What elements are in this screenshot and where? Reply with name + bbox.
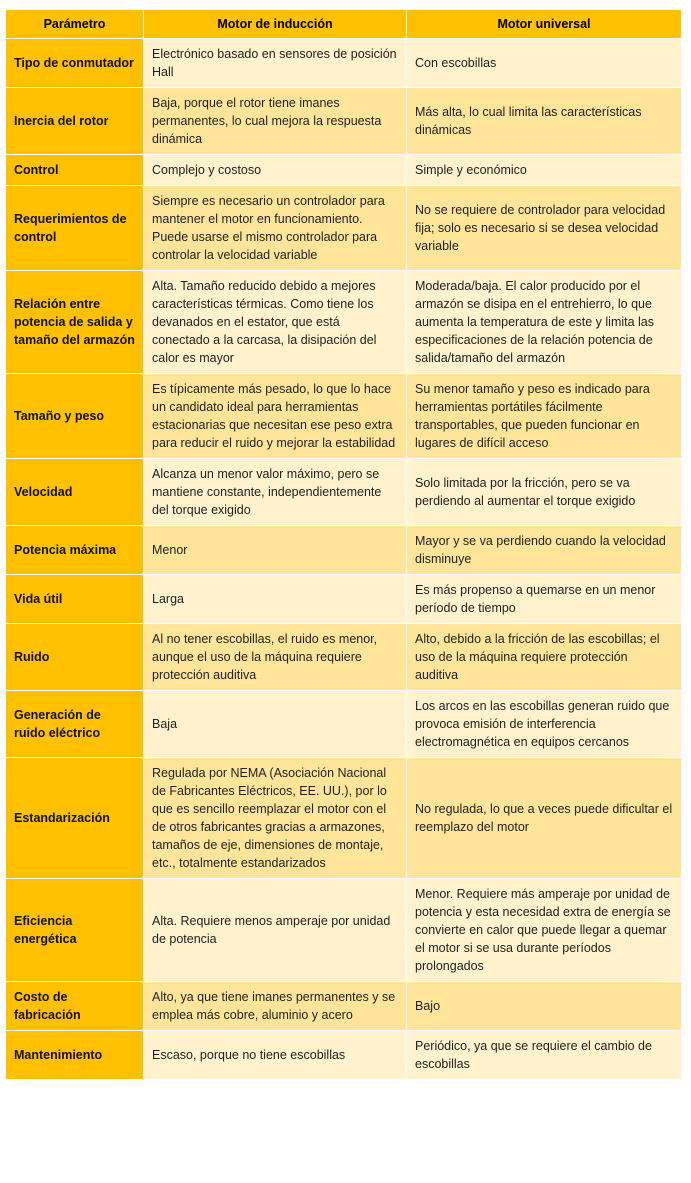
parameter-cell: Estandarización [6, 758, 143, 878]
table-row [6, 982, 681, 1030]
induction-cell: Alcanza un menor valor máximo, pero se mantiene constante, independientemente del torque exigido [144, 459, 406, 525]
header-parameter: Parámetro [6, 10, 143, 38]
universal-cell: Mayor y se va perdiendo cuando la velocidad disminuye [407, 526, 681, 574]
induction-cell: Al no tener escobillas, el ruido es menor, aunque el uso de la máquina requiere protección auditiva [144, 624, 406, 690]
universal-cell: Periódico, ya que se requiere el cambio de escobillas [407, 1031, 681, 1079]
parameter-cell: Mantenimiento [6, 1031, 143, 1079]
induction-cell: Baja [144, 691, 406, 757]
header-induction-motor: Motor de inducción [144, 10, 406, 38]
parameter-cell: Eficiencia energética [6, 879, 143, 981]
universal-cell: Moderada/baja. El calor producido por el armazón se disipa en el entrehierro, lo que aumenta la temperatura de este y limita las especificaciones de la relación potencia de salida/tamaño del armazón [407, 271, 681, 373]
parameter-cell: Tamaño y peso [6, 374, 143, 458]
universal-cell: No regulada, lo que a veces puede dificultar el reemplazo del motor [407, 758, 681, 878]
header-universal-motor: Motor universal [407, 10, 681, 38]
header-row [6, 10, 681, 38]
induction-cell: Siempre es necesario un controlador para mantener el motor en funcionamiento. Puede usarse el mismo controlador para controlar la velocidad variable [144, 186, 406, 270]
universal-cell: Bajo [407, 982, 681, 1030]
induction-cell: Es típicamente más pesado, lo que lo hace un candidato ideal para herramientas estacionarias que necesitan ese peso extra para reducir el ruido y mejorar la estabilidad [144, 374, 406, 458]
table-row [6, 526, 681, 574]
parameter-cell: Velocidad [6, 459, 143, 525]
parameter-cell: Potencia máxima [6, 526, 143, 574]
induction-cell: Larga [144, 575, 406, 623]
universal-cell: Alto, debido a la fricción de las escobillas; el uso de la máquina requiere protección auditiva [407, 624, 681, 690]
universal-cell: Solo limitada por la fricción, pero se va perdiendo al aumentar el torque exigido [407, 459, 681, 525]
parameter-cell: Tipo de conmutador [6, 39, 143, 87]
table-row [6, 186, 681, 270]
parameter-cell: Inercia del rotor [6, 88, 143, 154]
parameter-cell: Requerimientos de control [6, 186, 143, 270]
induction-cell: Escaso, porque no tiene escobillas [144, 1031, 406, 1079]
induction-cell: Menor [144, 526, 406, 574]
parameter-cell: Generación de ruido eléctrico [6, 691, 143, 757]
table-row [6, 1031, 681, 1079]
induction-cell: Alto, ya que tiene imanes permanentes y se emplea más cobre, aluminio y acero [144, 982, 406, 1030]
table-row [6, 39, 681, 87]
table-row [6, 879, 681, 981]
table-row [6, 374, 681, 458]
table-row [6, 459, 681, 525]
table-row [6, 691, 681, 757]
induction-cell: Baja, porque el rotor tiene imanes permanentes, lo cual mejora la respuesta dinámica [144, 88, 406, 154]
induction-cell: Alta. Tamaño reducido debido a mejores características térmicas. Como tiene los devanados en el estator, que está conectado a la carcasa, la disipación del calor es mayor [144, 271, 406, 373]
comparison-table [5, 9, 682, 1080]
parameter-cell: Ruido [6, 624, 143, 690]
induction-cell: Complejo y costoso [144, 155, 406, 185]
universal-cell: Su menor tamaño y peso es indicado para herramientas portátiles fácilmente transportables, que pueden funcionar en lugares de difícil acceso [407, 374, 681, 458]
table-row [6, 575, 681, 623]
table-row [6, 271, 681, 373]
induction-cell: Electrónico basado en sensores de posición Hall [144, 39, 406, 87]
universal-cell: Es más propenso a quemarse en un menor período de tiempo [407, 575, 681, 623]
table-row [6, 758, 681, 878]
parameter-cell: Relación entre potencia de salida y tamaño del armazón [6, 271, 143, 373]
universal-cell: Con escobillas [407, 39, 681, 87]
parameter-cell: Vida útil [6, 575, 143, 623]
induction-cell: Alta. Requiere menos amperaje por unidad de potencia [144, 879, 406, 981]
universal-cell: No se requiere de controlador para velocidad fija; solo es necesario si se desea velocidad variable [407, 186, 681, 270]
table-row [6, 624, 681, 690]
parameter-cell: Costo de fabricación [6, 982, 143, 1030]
table-row [6, 88, 681, 154]
induction-cell: Regulada por NEMA (Asociación Nacional de Fabricantes Eléctricos, EE. UU.), por lo que es sencillo reemplazar el motor con el de otros fabricantes gracias a armazones, tamaños de eje, dimensiones de montaje, etc., totalmente estandarizados [144, 758, 406, 878]
parameter-cell: Control [6, 155, 143, 185]
universal-cell: Los arcos en las escobillas generan ruido que provoca emisión de interferencia electromagnética en equipos cercanos [407, 691, 681, 757]
universal-cell: Menor. Requiere más amperaje por unidad de potencia y esta necesidad extra de energía se convierte en calor que puede llegar a quemar el motor si se usa durante períodos prolongados [407, 879, 681, 981]
universal-cell: Más alta, lo cual limita las características dinámicas [407, 88, 681, 154]
table-row [6, 155, 681, 185]
universal-cell: Simple y económico [407, 155, 681, 185]
